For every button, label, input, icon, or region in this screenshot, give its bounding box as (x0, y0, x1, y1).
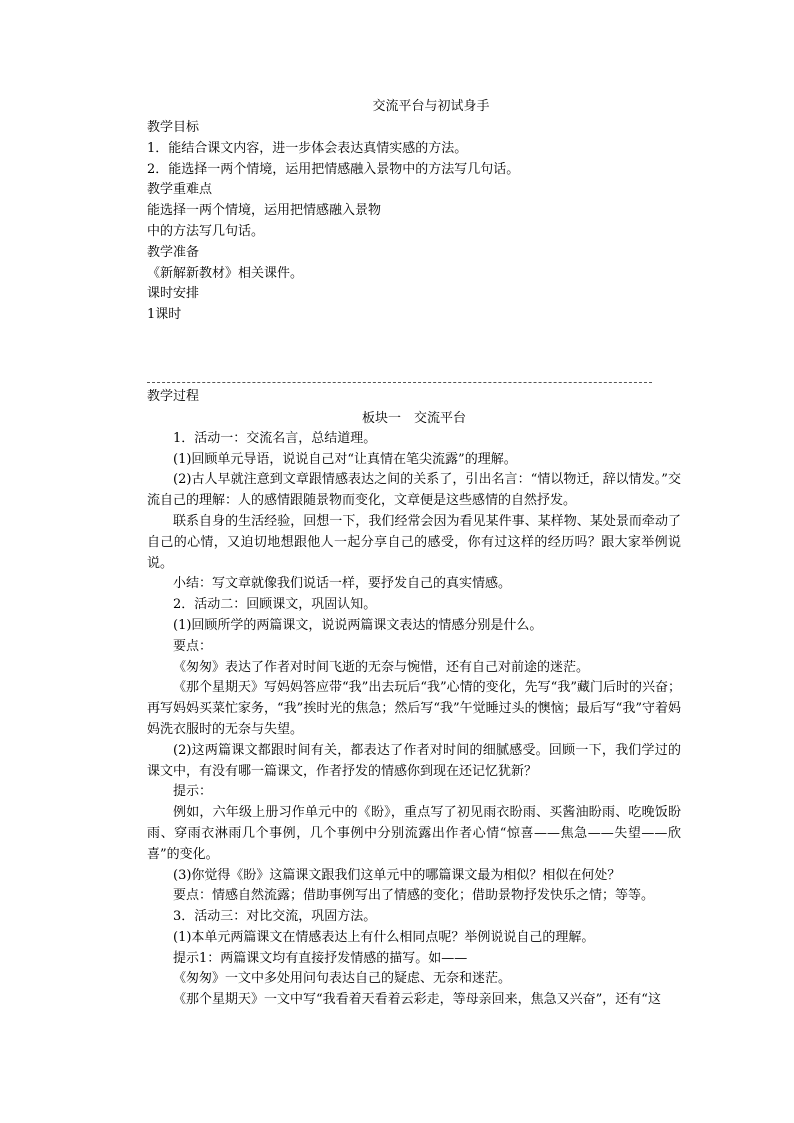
activity-2-item-3: (3)你觉得《盼》这篇课文跟我们这单元中的哪篇课文最为相似？相似在何处？ (173, 867, 621, 883)
objective-1: 1．能结合课文内容，进一步体会表达真情实感的方法。 (147, 140, 468, 156)
dashed-divider (147, 382, 652, 383)
activity-1-item-2: (2)古人早就注意到文章跟情感表达之间的关系了，引出名言：“情以物迁，辞以情发。”交流自己的理解：人的感情跟随景物而变化，文章便是这些感情的自然抒发。 (147, 472, 681, 509)
activity-1-item-1: (1)回顾单元导语，说说自己对“让真情在笔尖流露”的理解。 (173, 451, 517, 467)
activity-1-heading: 1．活动一：交流名言，总结道理。 (173, 430, 377, 446)
activity-3-item-1: (1)本单元两篇课文在情感表达上有什么相同点呢？举例说说自己的理解。 (173, 929, 595, 945)
prep-heading: 教学准备 (147, 244, 200, 260)
blank-space (147, 326, 681, 374)
key-line-2: 中的方法写几句话。 (147, 223, 265, 239)
section-title: 板块一 交流平台 (361, 410, 466, 426)
activity-2-item-2: (2)这两篇课文都跟时间有关，都表达了作者对时间的细腻感受。回顾一下，我们学过的课文中，有没有哪一篇课文，作者抒发的情感你到现在还记忆犹新？ (147, 742, 681, 779)
hint-1: 提示1：两篇课文均有直接抒发情感的描写。如—— (173, 950, 468, 966)
hint-example: 例如，六年级上册习作单元中的《盼》，重点写了初见雨衣盼雨、买酱油盼雨、吃晚饭盼雨、穿雨衣淋雨几个事例，几个事例中分别流露出作者心情“惊喜——焦急——失望——欣喜”的变化。 (147, 805, 681, 862)
schedule-heading: 课时安排 (147, 286, 200, 302)
activity-3-heading: 3．活动三：对比交流，巩固方法。 (173, 909, 377, 925)
prep-text: 《新解新教材》相关课件。 (147, 265, 304, 281)
schedule-text: 1课时 (147, 307, 182, 323)
hint-1-congcong: 《匆匆》一文中多处用问句表达自己的疑虑、无奈和迷茫。 (173, 971, 512, 987)
process-heading: 教学过程 (147, 388, 200, 404)
activity-1-summary: 小结：写文章就像我们说话一样，要抒发自己的真实情感。 (173, 576, 512, 592)
hint-1-sunday: 《那个星期天》一文中写“我看着天看着云彩走，等母亲回来，焦急又兴奋”，还有“这 (173, 992, 661, 1008)
objectives-heading: 教学目标 (147, 120, 200, 135)
key-heading: 教学重难点 (147, 182, 213, 198)
key-line-1: 能选择一两个情境，运用把情感融入景物 (147, 203, 382, 219)
activity-2-item-1: (1)回顾所学的两篇课文，说说两篇课文表达的情感分别是什么。 (173, 617, 543, 633)
key-points-label: 要点： (173, 638, 213, 654)
activity-1-discussion: 联系自身的生活经验，回想一下，我们经常会因为看见某件事、某样物、某处景而牵动了自己的心情，又迫切地想跟他人一起分享自己的感受，你有过这样的经历吗？跟大家举例说说。 (147, 513, 681, 571)
page-title: 交流平台与初试身手 (372, 99, 490, 114)
activity-2-heading: 2．活动二：回顾课文，巩固认知。 (173, 597, 377, 613)
objective-2: 2．能选择一两个情境，运用把情感融入景物中的方法写几句话。 (147, 161, 520, 177)
hint-label: 提示： (173, 784, 213, 800)
key-points-2: 要点：情感自然流露；借助事例写出了情感的变化；借助景物抒发快乐之情；等等。 (173, 888, 655, 904)
document-body (147, 96, 681, 1011)
key-point-congcong: 《匆匆》表达了作者对时间飞逝的无奈与惋惜，还有自己对前途的迷茫。 (173, 659, 590, 675)
key-point-sunday: 《那个星期天》写妈妈答应带“我”出去玩后“我”心情的变化，先写“我”藏门后时的兴奋；再写妈妈买菜忙家务，“我”挨时光的焦急；然后写“我”午觉睡过头的懊恼；最后写“我”守着妈妈洗衣服时的无奈与失望。 (147, 680, 681, 737)
